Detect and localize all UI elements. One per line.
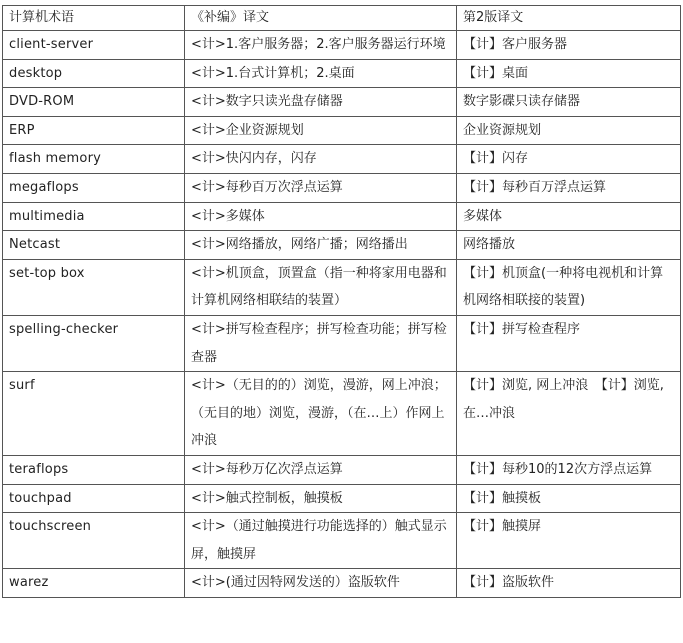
second-edition-translation-cell: 网络播放 <box>457 231 681 260</box>
table-header-row <box>3 6 681 31</box>
term-cell: multimedia <box>3 202 185 231</box>
term-cell: flash memory <box>3 145 185 174</box>
term-cell: ERP <box>3 116 185 145</box>
supplement-translation-cell: <计>（通过触摸进行功能选择的）触式显示屏，触摸屏 <box>185 513 457 569</box>
table-row <box>3 145 681 174</box>
supplement-translation-cell: <计>(通过因特网发送的）盗版软件 <box>185 569 457 598</box>
supplement-translation-cell: <计>1.台式计算机；2.桌面 <box>185 59 457 88</box>
supplement-translation-cell: <计>触式控制板，触摸板 <box>185 484 457 513</box>
supplement-translation-cell: <计>企业资源规划 <box>185 116 457 145</box>
second-edition-translation-cell: 【计】盗版软件 <box>457 569 681 598</box>
supplement-translation-cell: <计>网络播放，网络广播；网络播出 <box>185 231 457 260</box>
table-row <box>3 484 681 513</box>
second-edition-translation-cell: 【计】桌面 <box>457 59 681 88</box>
term-cell: desktop <box>3 59 185 88</box>
second-edition-translation-cell: 【计】每秒百万浮点运算 <box>457 173 681 202</box>
supplement-translation-cell: <计>机顶盒，顶置盒（指一种将家用电器和计算机网络相联结的装置） <box>185 259 457 315</box>
second-edition-translation-cell: 【计】浏览, 网上冲浪 【计】浏览, 在…冲浪 <box>457 372 681 456</box>
table-row <box>3 259 681 315</box>
second-edition-translation-cell: 【计】触摸屏 <box>457 513 681 569</box>
term-cell: touchpad <box>3 484 185 513</box>
table-row <box>3 231 681 260</box>
term-cell: Netcast <box>3 231 185 260</box>
table-row <box>3 202 681 231</box>
term-cell: spelling-checker <box>3 315 185 371</box>
table-row <box>3 513 681 569</box>
term-cell: warez <box>3 569 185 598</box>
supplement-translation-cell: <计>（无目的的）浏览，漫游，网上冲浪；（无目的地）浏览，漫游，（在…上）作网上冲浪 <box>185 372 457 456</box>
supplement-translation-cell: <计>多媒体 <box>185 202 457 231</box>
table-row <box>3 173 681 202</box>
second-edition-translation-cell: 【计】每秒10的12次方浮点运算 <box>457 455 681 484</box>
table-row <box>3 372 681 456</box>
glossary-table-body <box>3 6 681 598</box>
supplement-translation-cell: <计>数字只读光盘存储器 <box>185 88 457 117</box>
supplement-translation-cell: <计>每秒万亿次浮点运算 <box>185 455 457 484</box>
table-row <box>3 59 681 88</box>
table-row <box>3 88 681 117</box>
supplement-translation-cell: <计>快闪内存，闪存 <box>185 145 457 174</box>
header-second-edition-translation: 第2版译文 <box>457 6 681 31</box>
table-row <box>3 569 681 598</box>
second-edition-translation-cell: 【计】触摸板 <box>457 484 681 513</box>
second-edition-translation-cell: 企业资源规划 <box>457 116 681 145</box>
table-row <box>3 455 681 484</box>
second-edition-translation-cell: 【计】拼写检查程序 <box>457 315 681 371</box>
supplement-translation-cell: <计>1.客户服务器；2.客户服务器运行环境 <box>185 31 457 60</box>
supplement-translation-cell: <计>拼写检查程序；拼写检查功能；拼写检查器 <box>185 315 457 371</box>
supplement-translation-cell: <计>每秒百万次浮点运算 <box>185 173 457 202</box>
second-edition-translation-cell: 【计】机顶盒(一种将电视机和计算机网络相联接的装置) <box>457 259 681 315</box>
term-cell: client-server <box>3 31 185 60</box>
table-row <box>3 31 681 60</box>
header-term: 计算机术语 <box>3 6 185 31</box>
term-cell: megaflops <box>3 173 185 202</box>
glossary-table <box>2 5 681 598</box>
term-cell: DVD-ROM <box>3 88 185 117</box>
second-edition-translation-cell: 多媒体 <box>457 202 681 231</box>
second-edition-translation-cell: 数字影碟只读存储器 <box>457 88 681 117</box>
header-supplement-translation: 《补编》译文 <box>185 6 457 31</box>
table-row <box>3 315 681 371</box>
second-edition-translation-cell: 【计】闪存 <box>457 145 681 174</box>
second-edition-translation-cell: 【计】客户服务器 <box>457 31 681 60</box>
table-row <box>3 116 681 145</box>
term-cell: touchscreen <box>3 513 185 569</box>
term-cell: teraflops <box>3 455 185 484</box>
term-cell: surf <box>3 372 185 456</box>
term-cell: set-top box <box>3 259 185 315</box>
